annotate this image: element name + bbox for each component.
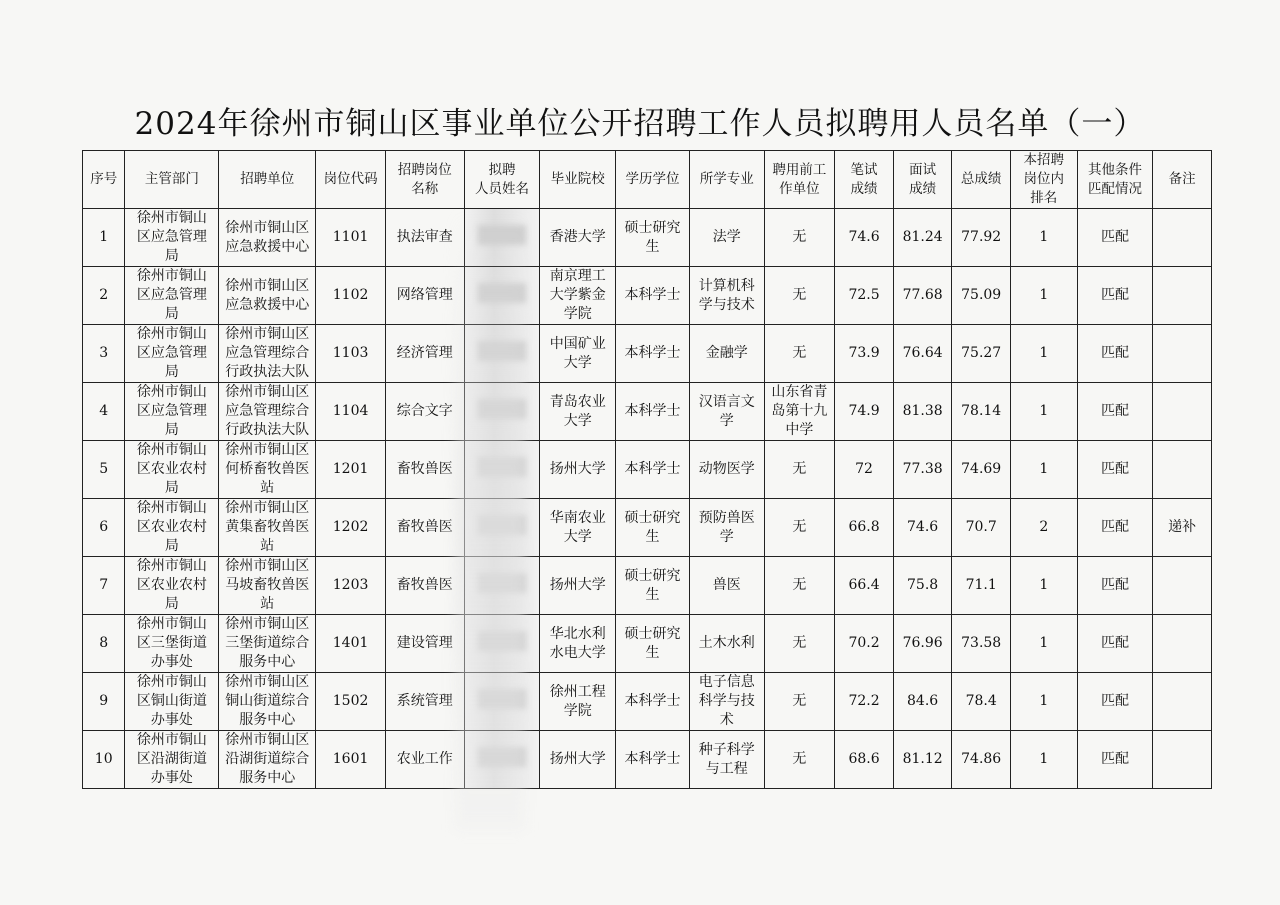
cell-seq: 3 <box>83 325 125 383</box>
cell-prev: 无 <box>764 209 835 267</box>
cell-seq: 1 <box>83 209 125 267</box>
cell-name-redacted <box>464 615 540 673</box>
cell-school: 南京理工 大学紫金 学院 <box>540 267 616 325</box>
cell-prev: 无 <box>764 615 835 673</box>
table-row <box>83 267 1212 325</box>
cell-prev: 无 <box>764 325 835 383</box>
table-row <box>83 383 1212 441</box>
table-row <box>83 325 1212 383</box>
redacted-name-blur <box>478 457 526 477</box>
cell-post: 畜牧兽医 <box>385 499 464 557</box>
table-row <box>83 209 1212 267</box>
cell-name-redacted <box>464 673 540 731</box>
cell-post: 建设管理 <box>385 615 464 673</box>
cell-unit: 徐州市铜山区 应急救援中心 <box>219 267 316 325</box>
cell-dept: 徐州市铜山 区农业农村 局 <box>125 441 219 499</box>
table-header-row <box>83 151 1212 209</box>
cell-name-redacted <box>464 441 540 499</box>
cell-total: 78.4 <box>952 673 1011 731</box>
cell-prev: 山东省青 岛第十九 中学 <box>764 383 835 441</box>
cell-post: 畜牧兽医 <box>385 557 464 615</box>
cell-prev: 无 <box>764 731 835 789</box>
cell-school: 中国矿业 大学 <box>540 325 616 383</box>
cell-prev: 无 <box>764 499 835 557</box>
cell-school: 青岛农业 大学 <box>540 383 616 441</box>
header-major: 所学专业 <box>689 151 764 209</box>
cell-code: 1202 <box>316 499 386 557</box>
cell-code: 1104 <box>316 383 386 441</box>
table-row <box>83 499 1212 557</box>
cell-name-redacted <box>464 557 540 615</box>
cell-major: 种子科学 与工程 <box>689 731 764 789</box>
cell-match: 匹配 <box>1077 383 1153 441</box>
cell-interview: 84.6 <box>893 673 952 731</box>
cell-name-redacted <box>464 499 540 557</box>
cell-written: 72.2 <box>835 673 894 731</box>
cell-major: 兽医 <box>689 557 764 615</box>
cell-seq: 7 <box>83 557 125 615</box>
header-dept: 主管部门 <box>125 151 219 209</box>
cell-school: 华南农业 大学 <box>540 499 616 557</box>
cell-written: 66.4 <box>835 557 894 615</box>
cell-name-redacted <box>464 209 540 267</box>
cell-unit: 徐州市铜山区 应急管理综合 行政执法大队 <box>219 383 316 441</box>
cell-written: 70.2 <box>835 615 894 673</box>
cell-interview: 81.38 <box>893 383 952 441</box>
cell-degree: 本科学士 <box>616 673 690 731</box>
cell-rank: 1 <box>1010 325 1077 383</box>
cell-school: 扬州大学 <box>540 557 616 615</box>
cell-written: 74.6 <box>835 209 894 267</box>
cell-interview: 81.24 <box>893 209 952 267</box>
cell-interview: 77.38 <box>893 441 952 499</box>
table-row <box>83 615 1212 673</box>
cell-degree: 本科学士 <box>616 325 690 383</box>
cell-school: 扬州大学 <box>540 441 616 499</box>
document-title: 2024年徐州市铜山区事业单位公开招聘工作人员拟聘用人员名单（一） <box>134 106 1146 142</box>
cell-total: 74.69 <box>952 441 1011 499</box>
cell-note <box>1153 267 1212 325</box>
cell-degree: 硕士研究 生 <box>616 499 690 557</box>
cell-rank: 1 <box>1010 673 1077 731</box>
cell-match: 匹配 <box>1077 267 1153 325</box>
cell-code: 1203 <box>316 557 386 615</box>
cell-degree: 本科学士 <box>616 441 690 499</box>
cell-code: 1101 <box>316 209 386 267</box>
cell-rank: 1 <box>1010 209 1077 267</box>
cell-unit: 徐州市铜山区 铜山街道综合 服务中心 <box>219 673 316 731</box>
cell-prev: 无 <box>764 673 835 731</box>
redacted-name-blur <box>478 515 526 535</box>
redacted-name-blur <box>478 225 526 245</box>
header-prev: 聘用前工 作单位 <box>764 151 835 209</box>
cell-rank: 1 <box>1010 615 1077 673</box>
cell-unit: 徐州市铜山区 应急管理综合 行政执法大队 <box>219 325 316 383</box>
cell-unit: 徐州市铜山区 应急救援中心 <box>219 209 316 267</box>
cell-note: 递补 <box>1153 499 1212 557</box>
cell-post: 系统管理 <box>385 673 464 731</box>
cell-written: 68.6 <box>835 731 894 789</box>
cell-post: 执法审查 <box>385 209 464 267</box>
cell-degree: 本科学士 <box>616 731 690 789</box>
cell-name-redacted <box>464 267 540 325</box>
cell-match: 匹配 <box>1077 615 1153 673</box>
cell-prev: 无 <box>764 557 835 615</box>
cell-seq: 4 <box>83 383 125 441</box>
cell-total: 75.27 <box>952 325 1011 383</box>
table-row <box>83 731 1212 789</box>
cell-total: 77.92 <box>952 209 1011 267</box>
cell-note <box>1153 673 1212 731</box>
cell-post: 畜牧兽医 <box>385 441 464 499</box>
cell-major: 动物医学 <box>689 441 764 499</box>
cell-written: 66.8 <box>835 499 894 557</box>
cell-prev: 无 <box>764 267 835 325</box>
cell-major: 金融学 <box>689 325 764 383</box>
redacted-name-blur <box>478 283 526 303</box>
cell-match: 匹配 <box>1077 673 1153 731</box>
table-row <box>83 673 1212 731</box>
header-written: 笔试 成绩 <box>835 151 894 209</box>
cell-note <box>1153 383 1212 441</box>
cell-degree: 硕士研究 生 <box>616 557 690 615</box>
cell-written: 74.9 <box>835 383 894 441</box>
cell-note <box>1153 209 1212 267</box>
redacted-name-blur <box>478 631 526 651</box>
cell-interview: 77.68 <box>893 267 952 325</box>
cell-written: 72 <box>835 441 894 499</box>
redacted-name-blur <box>478 399 526 419</box>
cell-interview: 76.96 <box>893 615 952 673</box>
cell-interview: 81.12 <box>893 731 952 789</box>
cell-note <box>1153 557 1212 615</box>
cell-seq: 8 <box>83 615 125 673</box>
cell-match: 匹配 <box>1077 557 1153 615</box>
redacted-name-blur <box>478 573 526 593</box>
cell-rank: 1 <box>1010 441 1077 499</box>
cell-code: 1502 <box>316 673 386 731</box>
cell-code: 1102 <box>316 267 386 325</box>
cell-code: 1401 <box>316 615 386 673</box>
cell-major: 电子信息 科学与技 术 <box>689 673 764 731</box>
cell-note <box>1153 615 1212 673</box>
header-name: 拟聘 人员姓名 <box>464 151 540 209</box>
cell-unit: 徐州市铜山区 黄集畜牧兽医 站 <box>219 499 316 557</box>
cell-written: 73.9 <box>835 325 894 383</box>
header-note: 备注 <box>1153 151 1212 209</box>
header-school: 毕业院校 <box>540 151 616 209</box>
cell-name-redacted <box>464 325 540 383</box>
cell-written: 72.5 <box>835 267 894 325</box>
cell-rank: 1 <box>1010 383 1077 441</box>
cell-code: 1103 <box>316 325 386 383</box>
cell-major: 土木水利 <box>689 615 764 673</box>
cell-match: 匹配 <box>1077 731 1153 789</box>
cell-degree: 硕士研究 生 <box>616 615 690 673</box>
header-post: 招聘岗位 名称 <box>385 151 464 209</box>
cell-rank: 1 <box>1010 267 1077 325</box>
header-unit: 招聘单位 <box>219 151 316 209</box>
header-interview: 面试 成绩 <box>893 151 952 209</box>
cell-total: 78.14 <box>952 383 1011 441</box>
cell-school: 华北水利 水电大学 <box>540 615 616 673</box>
cell-seq: 6 <box>83 499 125 557</box>
cell-post: 综合文字 <box>385 383 464 441</box>
cell-unit: 徐州市铜山区 何桥畜牧兽医 站 <box>219 441 316 499</box>
cell-seq: 9 <box>83 673 125 731</box>
cell-total: 73.58 <box>952 615 1011 673</box>
cell-unit: 徐州市铜山区 沿湖街道综合 服务中心 <box>219 731 316 789</box>
cell-name-redacted <box>464 383 540 441</box>
cell-major: 汉语言文 学 <box>689 383 764 441</box>
cell-total: 70.7 <box>952 499 1011 557</box>
redacted-name-blur <box>478 689 526 709</box>
redacted-name-blur <box>478 341 526 361</box>
cell-dept: 徐州市铜山 区三堡街道 办事处 <box>125 615 219 673</box>
cell-match: 匹配 <box>1077 325 1153 383</box>
cell-match: 匹配 <box>1077 499 1153 557</box>
header-rank: 本招聘 岗位内 排名 <box>1010 151 1077 209</box>
header-seq: 序号 <box>83 151 125 209</box>
cell-dept: 徐州市铜山 区铜山街道 办事处 <box>125 673 219 731</box>
cell-total: 75.09 <box>952 267 1011 325</box>
cell-total: 71.1 <box>952 557 1011 615</box>
cell-interview: 76.64 <box>893 325 952 383</box>
table-row <box>83 557 1212 615</box>
header-code: 岗位代码 <box>316 151 386 209</box>
header-degree: 学历学位 <box>616 151 690 209</box>
cell-dept: 徐州市铜山 区应急管理 局 <box>125 267 219 325</box>
cell-major: 预防兽医 学 <box>689 499 764 557</box>
redacted-name-blur <box>478 747 526 767</box>
cell-degree: 硕士研究 生 <box>616 209 690 267</box>
cell-seq: 10 <box>83 731 125 789</box>
cell-degree: 本科学士 <box>616 383 690 441</box>
cell-dept: 徐州市铜山 区应急管理 局 <box>125 209 219 267</box>
cell-prev: 无 <box>764 441 835 499</box>
cell-school: 徐州工程 学院 <box>540 673 616 731</box>
cell-note <box>1153 731 1212 789</box>
cell-degree: 本科学士 <box>616 267 690 325</box>
cell-note <box>1153 441 1212 499</box>
header-match: 其他条件 匹配情况 <box>1077 151 1153 209</box>
cell-dept: 徐州市铜山 区农业农村 局 <box>125 557 219 615</box>
table-row <box>83 441 1212 499</box>
cell-school: 扬州大学 <box>540 731 616 789</box>
cell-dept: 徐州市铜山 区应急管理 局 <box>125 325 219 383</box>
cell-post: 农业工作 <box>385 731 464 789</box>
cell-dept: 徐州市铜山 区农业农村 局 <box>125 499 219 557</box>
cell-seq: 2 <box>83 267 125 325</box>
cell-post: 网络管理 <box>385 267 464 325</box>
cell-note <box>1153 325 1212 383</box>
cell-rank: 1 <box>1010 731 1077 789</box>
cell-major: 计算机科 学与技术 <box>689 267 764 325</box>
cell-code: 1601 <box>316 731 386 789</box>
cell-dept: 徐州市铜山 区沿湖街道 办事处 <box>125 731 219 789</box>
cell-total: 74.86 <box>952 731 1011 789</box>
cell-unit: 徐州市铜山区 三堡街道综合 服务中心 <box>219 615 316 673</box>
cell-unit: 徐州市铜山区 马坡畜牧兽医 站 <box>219 557 316 615</box>
cell-post: 经济管理 <box>385 325 464 383</box>
cell-interview: 74.6 <box>893 499 952 557</box>
cell-rank: 1 <box>1010 557 1077 615</box>
cell-match: 匹配 <box>1077 441 1153 499</box>
cell-rank: 2 <box>1010 499 1077 557</box>
cell-seq: 5 <box>83 441 125 499</box>
cell-interview: 75.8 <box>893 557 952 615</box>
cell-name-redacted <box>464 731 540 789</box>
cell-match: 匹配 <box>1077 209 1153 267</box>
cell-dept: 徐州市铜山 区应急管理 局 <box>125 383 219 441</box>
cell-code: 1201 <box>316 441 386 499</box>
hiring-roster-table <box>82 150 1212 789</box>
header-total: 总成绩 <box>952 151 1011 209</box>
cell-major: 法学 <box>689 209 764 267</box>
cell-school: 香港大学 <box>540 209 616 267</box>
